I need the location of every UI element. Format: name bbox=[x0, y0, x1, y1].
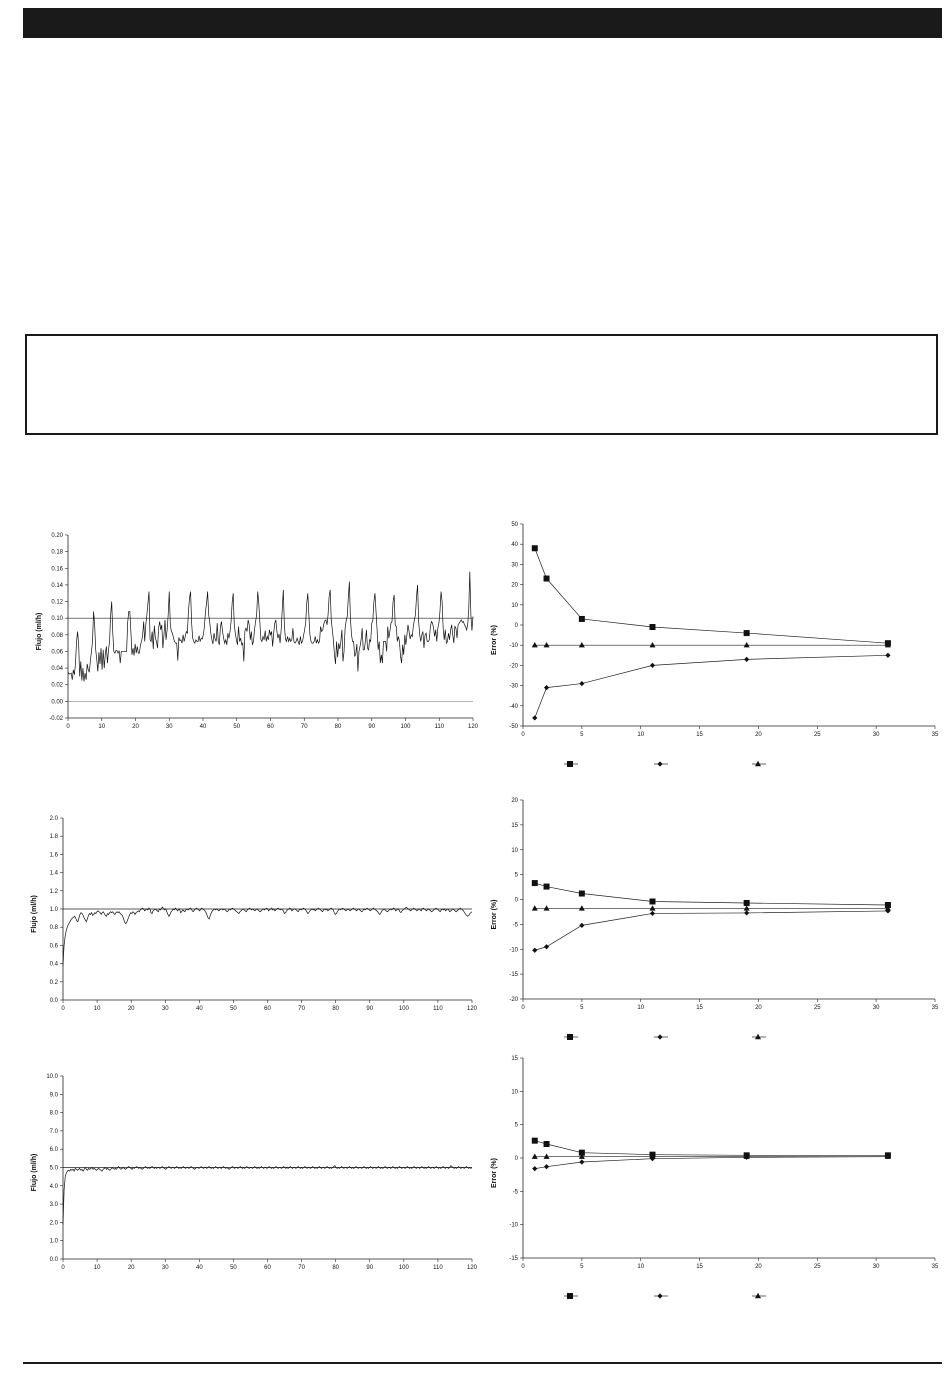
y-tick-label: 1.6 bbox=[49, 852, 58, 859]
y-tick-label: -20 bbox=[509, 663, 518, 670]
error-chart-2 bbox=[480, 792, 950, 1042]
series-line-square bbox=[535, 883, 888, 905]
y-tick-label: -5 bbox=[512, 1189, 518, 1196]
data-point-diamond bbox=[744, 657, 749, 662]
series-line-square bbox=[535, 1141, 888, 1156]
y-tick-label: -0.02 bbox=[49, 716, 63, 722]
x-tick-label: 100 bbox=[398, 1006, 409, 1012]
y-tick-label: 0.2 bbox=[49, 979, 58, 986]
data-point-diamond bbox=[650, 663, 655, 668]
y-tick-label: 10 bbox=[511, 602, 518, 609]
data-point-triangle bbox=[532, 905, 538, 910]
y-tick-label: 1.4 bbox=[49, 870, 58, 877]
y-tick-label: 9.0 bbox=[49, 1092, 58, 1099]
y-tick-label: 50 bbox=[511, 522, 518, 528]
y-axis-label: Flujo (ml/h) bbox=[31, 1153, 38, 1192]
data-point-triangle bbox=[532, 1153, 538, 1158]
y-axis-label: Error (%) bbox=[491, 1158, 498, 1188]
y-tick-label: 5 bbox=[514, 1122, 518, 1129]
legend-marker-triangle bbox=[755, 761, 761, 766]
data-point-square bbox=[532, 1138, 538, 1144]
data-point-triangle bbox=[532, 642, 538, 647]
x-tick-label: 30 bbox=[165, 724, 173, 730]
y-axis-label: Flujo (ml/h) bbox=[31, 895, 38, 933]
data-point-triangle bbox=[579, 905, 585, 910]
y-axis-label: Error (%) bbox=[491, 899, 498, 930]
data-point-diamond bbox=[544, 944, 549, 949]
y-tick-label: 2.0 bbox=[49, 816, 58, 822]
header-bar bbox=[23, 8, 942, 38]
x-tick-label: 30 bbox=[872, 1005, 880, 1011]
data-point-square bbox=[649, 624, 655, 630]
x-tick-label: 60 bbox=[264, 1265, 271, 1271]
x-tick-label: 90 bbox=[366, 1265, 374, 1271]
x-tick-label: 90 bbox=[366, 1006, 374, 1012]
data-point-triangle bbox=[744, 905, 750, 910]
y-tick-label: 6.0 bbox=[49, 1147, 58, 1154]
x-tick-label: 10 bbox=[98, 724, 106, 730]
y-tick-label: 5.0 bbox=[49, 1165, 58, 1172]
x-tick-label: 70 bbox=[298, 1265, 305, 1271]
x-tick-label: 120 bbox=[466, 1006, 478, 1012]
y-tick-label: 0.14 bbox=[51, 582, 63, 589]
error-chart-1 bbox=[480, 515, 950, 775]
x-tick-label: 15 bbox=[696, 1264, 703, 1270]
y-tick-label: 0.10 bbox=[51, 616, 63, 623]
legend-marker-diamond bbox=[657, 1293, 662, 1298]
y-tick-label: -15 bbox=[509, 972, 518, 979]
x-tick-label: 10 bbox=[637, 1005, 645, 1011]
x-tick-label: 0 bbox=[61, 1006, 65, 1012]
legend-marker-diamond bbox=[657, 761, 662, 766]
x-tick-label: 70 bbox=[298, 1006, 305, 1012]
data-point-triangle bbox=[649, 642, 655, 647]
x-tick-label: 20 bbox=[755, 1005, 762, 1011]
y-tick-label: 15 bbox=[511, 822, 518, 829]
x-tick-label: 5 bbox=[580, 732, 584, 738]
x-tick-label: 100 bbox=[398, 1265, 409, 1271]
x-tick-label: 50 bbox=[230, 1006, 237, 1012]
error-chart-3 bbox=[480, 1050, 950, 1300]
y-tick-label: 0.08 bbox=[51, 632, 63, 639]
series-line-diamond bbox=[535, 655, 888, 718]
x-tick-label: 20 bbox=[132, 724, 139, 730]
y-tick-label: -10 bbox=[509, 947, 518, 954]
y-tick-label: 4.0 bbox=[49, 1183, 58, 1190]
y-tick-label: -50 bbox=[509, 724, 518, 730]
data-point-triangle bbox=[649, 905, 655, 910]
x-tick-label: 10 bbox=[93, 1265, 101, 1271]
y-tick-label: 15 bbox=[511, 1056, 518, 1062]
y-tick-label: 10 bbox=[511, 847, 518, 854]
x-tick-label: 40 bbox=[199, 724, 207, 730]
x-tick-label: 110 bbox=[433, 1006, 443, 1012]
y-tick-label: 1.0 bbox=[49, 1238, 58, 1245]
y-tick-label: 0.8 bbox=[49, 925, 58, 932]
data-point-square bbox=[579, 616, 585, 622]
x-tick-label: 90 bbox=[368, 724, 376, 730]
x-tick-label: 80 bbox=[332, 1006, 340, 1012]
legend-marker-square bbox=[567, 1034, 573, 1040]
y-axis-label: Flujo (ml/h) bbox=[36, 612, 43, 651]
x-tick-label: 0 bbox=[521, 1005, 525, 1011]
x-tick-label: 25 bbox=[813, 1264, 821, 1270]
x-tick-label: 50 bbox=[230, 1265, 237, 1271]
x-tick-label: 35 bbox=[931, 732, 939, 738]
x-tick-label: 60 bbox=[267, 724, 274, 730]
y-axis-label: Error (%) bbox=[491, 625, 498, 655]
y-tick-label: -5 bbox=[512, 922, 518, 929]
y-tick-label: 0 bbox=[514, 623, 518, 629]
x-tick-label: 20 bbox=[755, 732, 762, 738]
data-point-square bbox=[544, 1141, 550, 1147]
x-tick-label: 100 bbox=[400, 724, 411, 730]
data-point-triangle bbox=[544, 1153, 550, 1158]
data-point-diamond bbox=[532, 1166, 537, 1171]
note-box bbox=[25, 334, 938, 435]
data-point-square bbox=[649, 898, 655, 904]
y-tick-label: 0.20 bbox=[51, 533, 63, 539]
x-tick-label: 0 bbox=[521, 732, 525, 738]
x-tick-label: 0 bbox=[61, 1265, 65, 1271]
x-tick-label: 40 bbox=[195, 1265, 203, 1271]
x-tick-label: 80 bbox=[332, 1265, 340, 1271]
y-tick-label: 3.0 bbox=[49, 1202, 58, 1209]
series-line-diamond bbox=[535, 911, 888, 950]
y-tick-label: 1.8 bbox=[49, 834, 58, 841]
y-tick-label: 10 bbox=[511, 1089, 518, 1096]
y-tick-label: 0.12 bbox=[51, 599, 63, 606]
x-tick-label: 40 bbox=[195, 1006, 203, 1012]
y-tick-label: 0.0 bbox=[49, 1257, 58, 1263]
data-point-diamond bbox=[579, 923, 584, 928]
y-tick-label: 0.06 bbox=[51, 649, 63, 656]
y-tick-label: 20 bbox=[511, 798, 518, 804]
flow-series-line bbox=[63, 907, 472, 965]
x-tick-label: 80 bbox=[334, 724, 342, 730]
y-tick-label: -10 bbox=[509, 643, 518, 650]
data-point-diamond bbox=[650, 911, 655, 916]
data-point-square bbox=[532, 545, 538, 551]
x-tick-label: 110 bbox=[433, 1265, 443, 1271]
x-tick-label: 50 bbox=[233, 724, 241, 730]
x-tick-label: 0 bbox=[66, 724, 70, 730]
x-tick-label: 110 bbox=[434, 724, 445, 730]
x-tick-label: 120 bbox=[467, 724, 479, 730]
data-point-triangle bbox=[544, 642, 550, 647]
data-point-diamond bbox=[885, 653, 890, 658]
x-tick-label: 5 bbox=[580, 1005, 584, 1011]
y-tick-label: 20 bbox=[511, 582, 518, 589]
x-tick-label: 30 bbox=[872, 732, 880, 738]
y-tick-label: 7.0 bbox=[49, 1128, 58, 1135]
y-tick-label: 0.4 bbox=[49, 961, 58, 968]
data-point-triangle bbox=[744, 642, 750, 647]
x-tick-label: 25 bbox=[813, 1005, 821, 1011]
data-point-square bbox=[544, 576, 550, 582]
legend-marker-square bbox=[567, 761, 573, 767]
x-tick-label: 25 bbox=[813, 732, 821, 738]
data-point-diamond bbox=[532, 715, 537, 720]
x-tick-label: 120 bbox=[466, 1265, 478, 1271]
data-point-diamond bbox=[579, 681, 584, 686]
flow-chart-2 bbox=[0, 810, 480, 1020]
flow-series-line bbox=[63, 1166, 472, 1225]
y-tick-label: 0 bbox=[514, 1156, 518, 1162]
x-tick-label: 15 bbox=[696, 1005, 703, 1011]
y-tick-label: 0.00 bbox=[51, 699, 63, 706]
y-tick-label: 0.02 bbox=[51, 682, 63, 689]
y-tick-label: 0.0 bbox=[49, 998, 58, 1004]
y-tick-label: 8.0 bbox=[49, 1110, 58, 1117]
data-point-diamond bbox=[579, 1159, 584, 1164]
y-tick-label: 2.0 bbox=[49, 1220, 58, 1227]
y-tick-label: -10 bbox=[509, 1222, 518, 1229]
data-point-diamond bbox=[544, 685, 549, 690]
y-tick-label: -20 bbox=[509, 997, 518, 1003]
y-tick-label: 10.0 bbox=[46, 1074, 58, 1080]
y-tick-label: 40 bbox=[511, 542, 518, 549]
y-tick-label: 1.2 bbox=[49, 888, 58, 895]
data-point-square bbox=[744, 900, 750, 906]
flow-series-line bbox=[68, 572, 473, 682]
x-tick-label: 10 bbox=[93, 1006, 101, 1012]
x-tick-label: 15 bbox=[696, 732, 703, 738]
y-tick-label: -40 bbox=[509, 703, 518, 710]
data-point-triangle bbox=[544, 905, 550, 910]
y-tick-label: 0 bbox=[514, 897, 518, 904]
x-tick-label: 30 bbox=[161, 1265, 169, 1271]
x-tick-label: 60 bbox=[264, 1006, 271, 1012]
data-point-square bbox=[579, 891, 585, 897]
y-tick-label: 0.16 bbox=[51, 566, 63, 573]
y-tick-label: 30 bbox=[511, 562, 518, 569]
y-tick-label: 0.18 bbox=[51, 549, 63, 556]
legend-marker-triangle bbox=[755, 1293, 761, 1298]
y-tick-label: 1.0 bbox=[49, 907, 58, 913]
x-tick-label: 30 bbox=[872, 1264, 880, 1270]
x-tick-label: 35 bbox=[931, 1005, 939, 1011]
x-tick-label: 20 bbox=[127, 1006, 135, 1012]
series-line-square bbox=[535, 548, 888, 643]
flow-chart-1 bbox=[0, 520, 480, 745]
x-tick-label: 5 bbox=[580, 1264, 584, 1270]
x-tick-label: 0 bbox=[521, 1264, 525, 1270]
y-tick-label: -30 bbox=[509, 683, 518, 690]
legend-marker-triangle bbox=[755, 1034, 761, 1039]
x-tick-label: 10 bbox=[637, 1264, 645, 1270]
legend-marker-diamond bbox=[657, 1034, 662, 1039]
y-tick-label: 0.04 bbox=[51, 666, 63, 673]
x-tick-label: 70 bbox=[300, 724, 308, 730]
data-point-square bbox=[532, 880, 538, 886]
y-tick-label: 0.6 bbox=[49, 943, 58, 950]
x-tick-label: 10 bbox=[637, 732, 645, 738]
data-point-diamond bbox=[532, 948, 537, 953]
data-point-triangle bbox=[579, 642, 585, 647]
x-tick-label: 35 bbox=[931, 1264, 939, 1270]
legend-marker-square bbox=[567, 1293, 573, 1299]
footer-line bbox=[23, 1362, 942, 1364]
data-point-square bbox=[744, 630, 750, 636]
flow-chart-3 bbox=[0, 1068, 480, 1278]
x-tick-label: 20 bbox=[755, 1264, 762, 1270]
x-tick-label: 20 bbox=[127, 1265, 135, 1271]
y-tick-label: 5 bbox=[514, 872, 518, 879]
y-tick-label: -15 bbox=[509, 1256, 518, 1262]
data-point-diamond bbox=[744, 910, 749, 915]
data-point-square bbox=[544, 884, 550, 890]
data-point-diamond bbox=[544, 1164, 549, 1169]
series-line-diamond bbox=[535, 1157, 888, 1169]
x-tick-label: 30 bbox=[161, 1006, 169, 1012]
